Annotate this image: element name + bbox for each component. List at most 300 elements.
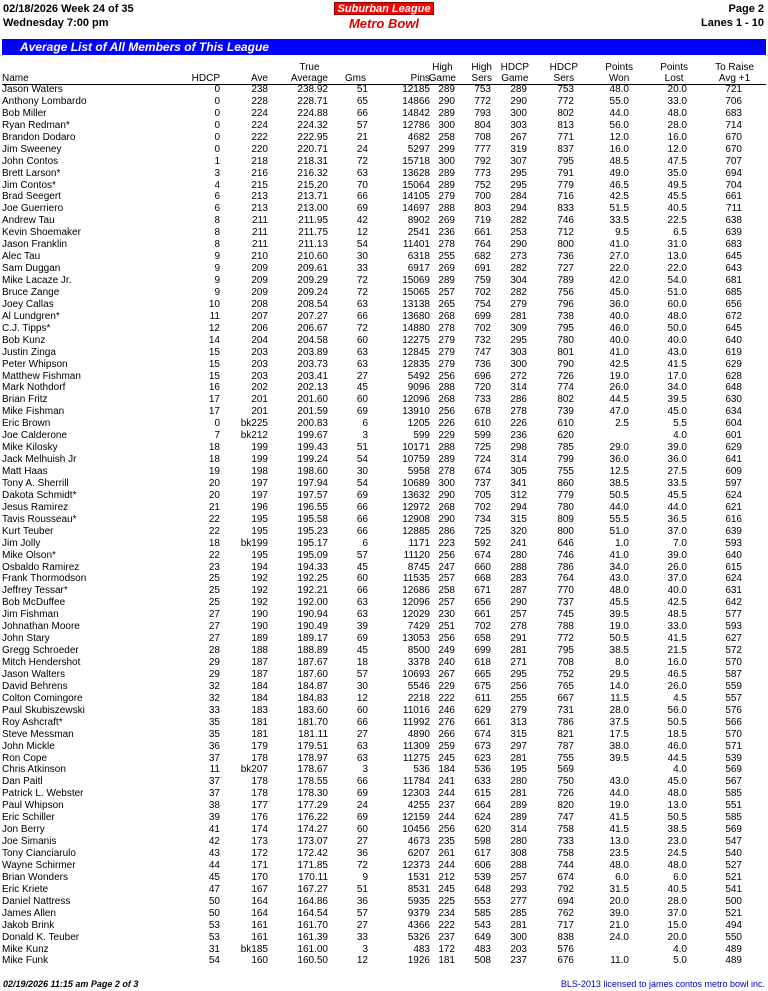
true-average-cell: 179.51: [297, 740, 328, 752]
hdcp-series-cell: 758: [557, 824, 574, 836]
table-row: [0, 84, 768, 96]
hdcp-game-cell: 241: [510, 537, 527, 549]
games-cell: 3: [362, 764, 368, 776]
hdcp-series-cell: 646: [557, 537, 574, 549]
hdcp-cell: 18: [208, 442, 220, 454]
points-lost-cell: 38.5: [667, 824, 687, 836]
pins-cell: 10456: [402, 824, 430, 836]
average-cell: 194: [251, 561, 268, 573]
hdcp-series-cell: 786: [557, 561, 574, 573]
hdcp-series-cell: 764: [557, 573, 574, 585]
hdcp-cell: 35: [208, 716, 220, 728]
pins-cell: 10693: [402, 668, 430, 680]
hdcp-game-cell: 289: [510, 84, 527, 95]
league-day-time: Wednesday 7:00 pm: [3, 17, 109, 29]
games-cell: 63: [356, 346, 368, 358]
average-cell: 160: [251, 955, 268, 967]
hdcp-series-cell: 799: [557, 454, 574, 466]
points-lost-cell: 22.0: [667, 263, 687, 275]
high-series-cell: 610: [474, 418, 491, 430]
average-cell: 211: [252, 239, 268, 251]
high-series-cell: 708: [474, 131, 491, 143]
table-row: [0, 836, 768, 848]
hdcp-game-cell: 285: [510, 907, 527, 919]
hdcp-game-cell: 294: [510, 501, 527, 513]
points-lost-cell: 37.0: [667, 525, 687, 537]
high-game-cell: 229: [438, 430, 455, 442]
high-game-cell: 240: [438, 657, 455, 668]
high-series-cell: 656: [474, 597, 491, 609]
hdcp-series-cell: 739: [557, 406, 574, 418]
high-game-cell: 256: [438, 824, 455, 836]
table-row: [0, 573, 768, 585]
points-lost-cell: 5.0: [673, 955, 687, 967]
hdcp-series-cell: 716: [557, 191, 574, 203]
hdcp-game-cell: 314: [510, 454, 527, 466]
high-series-cell: 624: [474, 812, 491, 824]
high-game-cell: 267: [438, 668, 455, 680]
bowler-name: Bruce Zange: [2, 286, 60, 298]
high-game-cell: 245: [438, 883, 455, 895]
games-cell: 33: [356, 931, 368, 943]
average-cell: 210: [251, 251, 268, 263]
hdcp-cell: 8: [214, 215, 220, 227]
bowling-center-name: Metro Bowl: [348, 16, 420, 31]
games-cell: 60: [356, 573, 368, 585]
to-raise-cell: 494: [725, 919, 742, 931]
points-won-cell: 29.0: [609, 442, 629, 454]
high-series-cell: 720: [474, 382, 491, 394]
high-series-cell: 665: [474, 668, 491, 680]
pins-cell: 3378: [407, 657, 430, 668]
points-lost-cell: 37.0: [667, 907, 687, 919]
points-won-cell: 41.5: [609, 812, 629, 824]
bowler-name: Jim Fishman: [2, 609, 59, 621]
games-cell: 30: [356, 466, 368, 477]
hdcp-game-cell: 286: [510, 394, 527, 406]
table-row: [0, 645, 768, 657]
table-row: [0, 681, 768, 693]
high-series-cell: 539: [474, 871, 491, 883]
col-to-raise-line1: To Raise: [715, 62, 754, 73]
bowler-name: Mark Nothdorf: [2, 382, 66, 394]
high-series-cell: 772: [474, 95, 491, 107]
hdcp-series-cell: 838: [557, 931, 574, 943]
high-game-cell: 223: [438, 537, 455, 549]
points-won-cell: 21.0: [609, 919, 629, 931]
bowler-name: Eric Brown: [2, 418, 51, 430]
hdcp-cell: 17: [208, 406, 220, 418]
true-average-cell: 171.85: [297, 859, 328, 871]
hdcp-series-cell: 813: [557, 119, 574, 131]
bowler-name: Bob Kunz: [2, 334, 46, 346]
high-game-cell: 289: [438, 454, 455, 466]
hdcp-game-cell: 236: [510, 430, 527, 442]
high-game-cell: 257: [438, 286, 455, 298]
bowler-name: Joe Simanis: [2, 836, 57, 848]
points-won-cell: 38.0: [609, 740, 629, 752]
report-title: Average List of All Members of This League: [2, 39, 766, 55]
high-series-cell: 585: [474, 907, 491, 919]
high-game-cell: 289: [438, 275, 455, 286]
games-cell: 57: [356, 668, 368, 680]
pins-cell: 11275: [402, 752, 430, 764]
hdcp-series-cell: 772: [557, 633, 574, 645]
average-cell: 187: [251, 668, 268, 680]
hdcp-cell: 42: [208, 836, 220, 848]
true-average-cell: 173.07: [297, 836, 328, 848]
table-row: [0, 203, 768, 215]
points-lost-cell: 50.0: [667, 322, 687, 334]
hdcp-game-cell: 293: [510, 883, 527, 895]
true-average-cell: 188.89: [297, 645, 328, 657]
to-raise-cell: 721: [725, 84, 742, 95]
average-cell: 208: [251, 298, 268, 310]
games-cell: 45: [356, 382, 368, 394]
table-row: [0, 442, 768, 454]
high-series-cell: 611: [475, 692, 491, 704]
games-cell: 69: [356, 633, 368, 645]
points-lost-cell: 39.0: [667, 549, 687, 561]
col-name: Name: [2, 73, 29, 84]
hdcp-cell: 0: [214, 107, 220, 119]
points-won-cell: 24.0: [609, 931, 629, 943]
true-average-cell: 178.67: [297, 764, 328, 776]
average-cell: 224: [251, 107, 268, 119]
points-won-cell: 39.5: [609, 609, 629, 621]
high-game-cell: 256: [438, 633, 455, 645]
hdcp-cell: 25: [208, 597, 220, 609]
pins-cell: 8902: [407, 215, 430, 227]
points-lost-cell: 34.0: [667, 382, 687, 394]
points-won-cell: 36.0: [609, 454, 629, 466]
high-series-cell: 702: [474, 322, 491, 334]
points-lost-cell: 26.0: [667, 680, 687, 692]
true-average-cell: 197.57: [297, 489, 328, 501]
true-average-cell: 201.60: [297, 394, 328, 406]
bowler-name: John Mickle: [2, 740, 55, 752]
high-series-cell: 483: [474, 943, 491, 955]
average-cell: 189: [251, 633, 268, 645]
true-average-cell: 222.95: [297, 131, 328, 143]
high-series-cell: 773: [474, 167, 491, 179]
points-won-cell: 20.0: [609, 895, 629, 907]
hdcp-game-cell: 281: [510, 788, 527, 800]
table-row: [0, 466, 768, 478]
table-row: [0, 932, 768, 944]
average-cell: 201: [251, 406, 268, 418]
average-cell: 187: [251, 657, 268, 668]
col-gms: Gms: [344, 73, 366, 84]
points-won-cell: 29.5: [609, 668, 629, 680]
high-game-cell: 235: [438, 836, 455, 848]
hdcp-series-cell: 795: [557, 645, 574, 657]
high-series-cell: 658: [474, 633, 491, 645]
points-lost-cell: 49.5: [667, 179, 687, 191]
hdcp-cell: 8: [214, 239, 220, 251]
true-average-cell: 209.29: [297, 275, 328, 286]
hdcp-cell: 36: [208, 740, 220, 752]
high-series-cell: 699: [474, 645, 491, 657]
high-game-cell: 289: [438, 167, 455, 179]
high-game-cell: 278: [438, 322, 455, 334]
hdcp-game-cell: 278: [510, 621, 527, 633]
true-average-cell: 220.71: [297, 143, 328, 155]
average-cell: bk212: [240, 430, 268, 442]
points-won-cell: 41.0: [609, 346, 629, 358]
hdcp-game-cell: 253: [510, 227, 527, 239]
points-lost-cell: 45.5: [667, 489, 687, 501]
high-series-cell: 803: [474, 203, 491, 215]
high-game-cell: 268: [438, 310, 455, 322]
games-cell: 9: [362, 871, 368, 883]
high-game-cell: 289: [438, 107, 455, 119]
to-raise-cell: 541: [725, 883, 742, 895]
points-won-cell: 39.5: [609, 752, 629, 764]
points-won-cell: 44.0: [609, 107, 629, 119]
table-row: [0, 418, 768, 430]
pins-cell: 4890: [407, 728, 430, 740]
hdcp-series-cell: 765: [557, 680, 574, 692]
to-raise-cell: 711: [726, 203, 742, 215]
average-list-table: [0, 84, 768, 967]
points-won-cell: 44.5: [609, 394, 629, 406]
true-average-cell: 224.32: [297, 119, 328, 131]
games-cell: 69: [356, 203, 368, 215]
hdcp-game-cell: 195: [510, 764, 527, 776]
to-raise-cell: 489: [725, 955, 742, 967]
report-date-week: 02/18/2026 Week 24 of 35: [3, 3, 134, 15]
average-cell: 178: [251, 776, 268, 788]
license-text: BLS-2013 licensed to james contos metro bowl inc.: [560, 979, 765, 989]
hdcp-cell: 9: [214, 286, 220, 298]
high-game-cell: 289: [438, 179, 455, 191]
high-series-cell: 724: [474, 454, 491, 466]
hdcp-game-cell: 297: [510, 740, 527, 752]
true-average-cell: 203.73: [297, 358, 328, 370]
hdcp-cell: 14: [208, 334, 220, 346]
average-cell: 211: [252, 215, 268, 227]
hdcp-series-cell: 733: [557, 836, 574, 848]
high-game-cell: 276: [438, 716, 455, 728]
average-cell: 207: [251, 310, 268, 322]
table-row: [0, 120, 768, 132]
table-row: [0, 633, 768, 645]
points-won-cell: 16.0: [609, 143, 629, 155]
to-raise-cell: 634: [725, 406, 742, 418]
hdcp-cell: 25: [208, 585, 220, 597]
true-average-cell: 164.54: [297, 907, 328, 919]
hdcp-series-cell: 737: [557, 597, 574, 609]
high-series-cell: 747: [474, 346, 491, 358]
points-won-cell: 40.0: [609, 310, 629, 322]
high-series-cell: 661: [474, 716, 491, 728]
points-won-cell: 50.5: [609, 633, 629, 645]
average-cell: 192: [251, 585, 268, 597]
average-cell: 202: [251, 382, 268, 394]
to-raise-cell: 685: [725, 286, 742, 298]
hdcp-cell: 41: [208, 824, 220, 836]
true-average-cell: 190.49: [297, 621, 328, 633]
hdcp-series-cell: 771: [557, 131, 574, 143]
pins-cell: 11016: [402, 704, 430, 716]
points-won-cell: 41.0: [609, 549, 629, 561]
bowler-name: Sam Duggan: [2, 263, 61, 275]
hdcp-cell: 15: [208, 346, 220, 358]
hdcp-cell: 29: [208, 657, 220, 668]
high-game-cell: 269: [438, 215, 455, 227]
games-cell: 42: [356, 215, 368, 227]
to-raise-cell: 571: [725, 740, 742, 752]
high-series-cell: 696: [474, 370, 491, 382]
high-series-cell: 664: [474, 800, 491, 812]
pins-cell: 10171: [402, 442, 430, 454]
bowler-name: Wayne Schirmer: [2, 859, 76, 871]
bowler-name: C.J. Tipps*: [2, 322, 51, 334]
points-won-cell: 37.5: [609, 716, 629, 728]
to-raise-cell: 577: [725, 609, 742, 621]
hdcp-series-cell: 860: [557, 477, 574, 489]
to-raise-cell: 631: [725, 585, 742, 597]
hdcp-cell: 25: [208, 573, 220, 585]
to-raise-cell: 619: [725, 346, 742, 358]
hdcp-series-cell: 792: [557, 883, 574, 895]
high-game-cell: 244: [438, 812, 455, 824]
to-raise-cell: 629: [725, 442, 742, 454]
average-cell: 203: [251, 346, 268, 358]
points-lost-cell: 12.0: [667, 143, 687, 155]
high-series-cell: 623: [474, 752, 491, 764]
to-raise-cell: 648: [725, 382, 742, 394]
pins-cell: 5326: [407, 931, 430, 943]
hdcp-game-cell: 295: [510, 668, 527, 680]
high-game-cell: 256: [438, 370, 455, 382]
to-raise-cell: 640: [725, 549, 742, 561]
hdcp-game-cell: 282: [510, 286, 527, 298]
points-lost-cell: 48.0: [667, 859, 687, 871]
high-game-cell: 300: [438, 119, 455, 131]
hdcp-game-cell: 312: [510, 489, 527, 501]
points-lost-cell: 7.0: [673, 537, 687, 549]
to-raise-cell: 521: [725, 907, 742, 919]
hdcp-cell: 21: [208, 501, 220, 513]
average-cell: 183: [251, 704, 268, 716]
pins-cell: 13910: [402, 406, 430, 418]
games-cell: 65: [356, 95, 368, 107]
points-lost-cell: 33.0: [667, 95, 687, 107]
hdcp-cell: 11: [209, 764, 220, 776]
pins-cell: 12786: [402, 119, 430, 131]
bowler-name: Jim Contos*: [2, 179, 56, 191]
high-series-cell: 702: [474, 621, 491, 633]
table-row: [0, 335, 768, 347]
bowler-name: Paul Whipson: [2, 800, 64, 812]
high-game-cell: 236: [438, 227, 455, 239]
games-cell: 66: [356, 776, 368, 788]
hdcp-cell: 8: [214, 227, 220, 239]
high-series-cell: 754: [474, 298, 491, 310]
high-game-cell: 265: [438, 298, 455, 310]
hdcp-game-cell: 237: [510, 955, 527, 967]
true-average-cell: 196.55: [297, 501, 328, 513]
true-average-cell: 161.39: [297, 931, 328, 943]
average-cell: 228: [251, 95, 268, 107]
bowler-name: Jack Melhuish Jr: [2, 454, 77, 466]
table-row: [0, 406, 768, 418]
pins-cell: 11784: [402, 776, 430, 788]
to-raise-cell: 645: [725, 322, 742, 334]
hdcp-game-cell: 283: [510, 573, 527, 585]
points-lost-cell: 33.0: [667, 621, 687, 633]
games-cell: 63: [356, 298, 368, 310]
hdcp-cell: 28: [208, 645, 220, 657]
points-lost-cell: 15.0: [667, 919, 687, 931]
pins-cell: 483: [413, 943, 430, 955]
points-won-cell: 11.0: [610, 955, 629, 967]
pins-cell: 8531: [407, 883, 430, 895]
games-cell: 27: [356, 919, 368, 931]
col-true-average: [291, 62, 328, 84]
pins-cell: 13632: [402, 489, 430, 501]
to-raise-cell: 587: [725, 668, 742, 680]
games-cell: 57: [356, 119, 368, 131]
games-cell: 63: [356, 167, 368, 179]
games-cell: 63: [356, 358, 368, 370]
average-cell: 179: [251, 740, 268, 752]
games-cell: 54: [356, 477, 368, 489]
pins-cell: 15065: [402, 286, 430, 298]
table-row: [0, 944, 768, 956]
pins-cell: 12686: [402, 585, 430, 597]
high-series-cell: 648: [474, 883, 491, 895]
pins-cell: 8745: [407, 561, 430, 573]
true-average-cell: 177.29: [297, 800, 328, 812]
table-row: [0, 824, 768, 836]
high-series-cell: 617: [474, 848, 491, 859]
games-cell: 12: [356, 955, 368, 967]
hdcp-cell: 50: [208, 907, 220, 919]
to-raise-cell: 639: [725, 227, 742, 239]
true-average-cell: 172.42: [297, 848, 328, 859]
average-cell: 211: [252, 227, 268, 239]
true-average-cell: 218.31: [297, 155, 328, 167]
col-points-lost-line2: Lost: [664, 73, 684, 84]
true-average-cell: 190.94: [297, 609, 328, 621]
hdcp-game-cell: 281: [510, 919, 527, 931]
points-lost-cell: 50.5: [667, 716, 687, 728]
true-average-cell: 203.41: [297, 370, 328, 382]
games-cell: 51: [356, 883, 368, 895]
points-won-cell: 45.0: [609, 286, 629, 298]
high-game-cell: 222: [438, 919, 455, 931]
games-cell: 69: [356, 788, 368, 800]
true-average-cell: 228.71: [297, 95, 328, 107]
bowler-name: Jim Sweeney: [2, 143, 62, 155]
points-lost-cell: 41.5: [667, 633, 687, 645]
table-row: [0, 359, 768, 371]
table-row: [0, 132, 768, 144]
table-row: [0, 753, 768, 765]
bowler-name: Mike Lacaze Jr.: [2, 275, 72, 286]
hdcp-game-cell: 281: [510, 645, 527, 657]
points-lost-cell: 18.5: [667, 728, 687, 740]
true-average-cell: 208.54: [297, 298, 328, 310]
points-won-cell: 44.0: [609, 788, 629, 800]
average-cell: 181: [251, 728, 268, 740]
col-points-lost: [660, 62, 688, 84]
points-won-cell: 22.0: [609, 263, 629, 275]
bowler-name: Brad Seegert: [2, 191, 61, 203]
